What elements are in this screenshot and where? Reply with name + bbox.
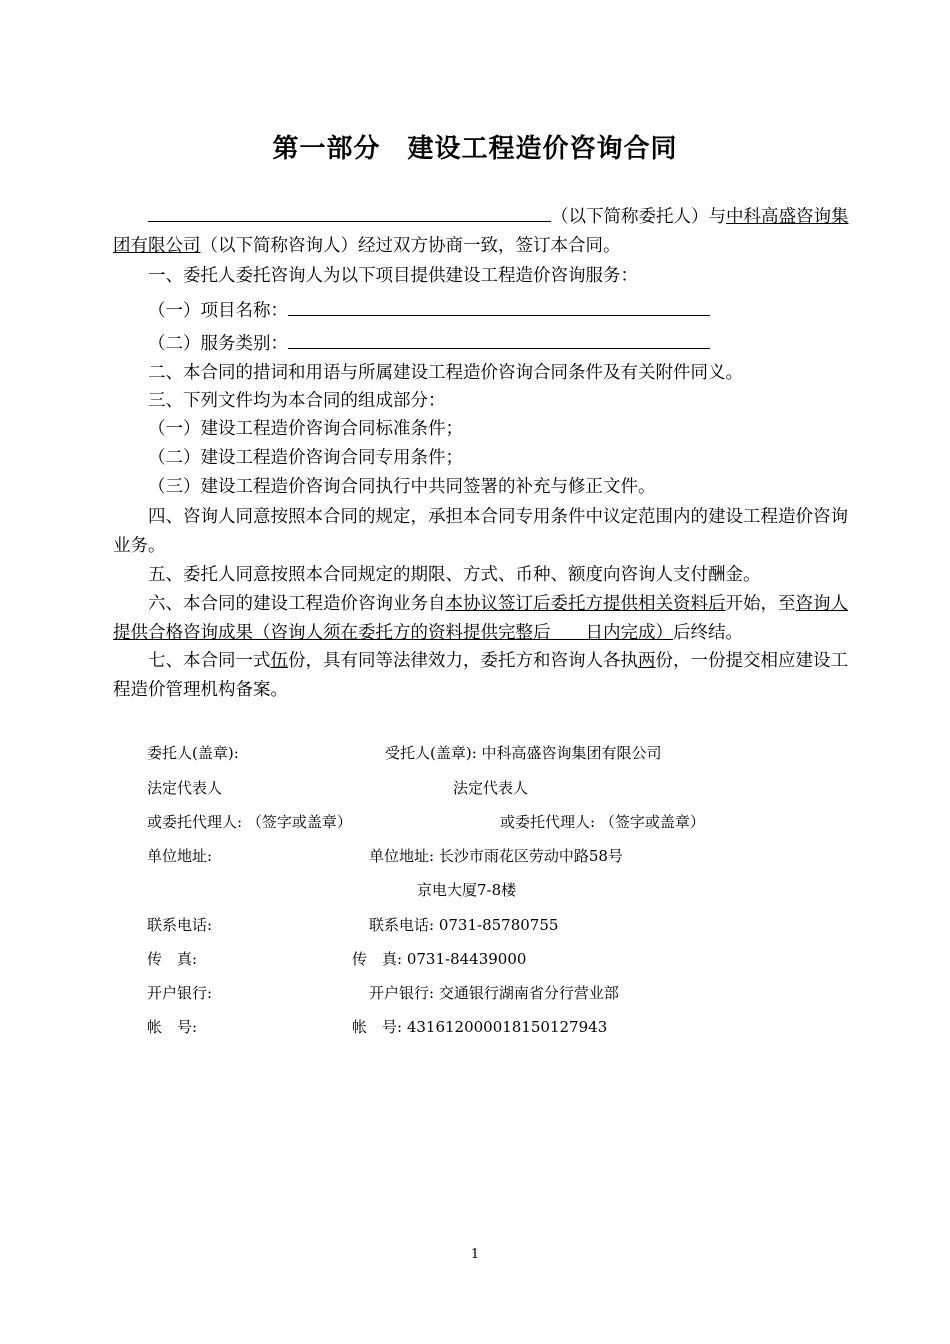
- clause-3-item-3: （三）建设工程造价咨询合同执行中共同签署的补充与修正文件。: [148, 477, 656, 497]
- client-seal-label: 委托人(盖章):: [147, 744, 239, 762]
- client-name-blank: [148, 203, 551, 222]
- client-address-label: 单位地址:: [147, 847, 213, 865]
- clause-1-project-name: （一）项目名称：: [113, 297, 860, 326]
- consultant-agent-label: 或委托代理人: （签字或盖章）: [500, 813, 705, 831]
- consultant-fax: 传 真: 0731-84439000: [352, 950, 527, 968]
- consultant-seal-label: 受托人(盖章): 中科高盛咨询集团有限公司: [385, 744, 662, 762]
- consultant-bank: 开户银行: 交通银行湖南省分行营业部: [369, 984, 619, 1002]
- consultant-name: 中科高盛咨询集团有限公司: [113, 207, 849, 256]
- page-number: 1: [470, 1247, 480, 1262]
- client-phone-label: 联系电话:: [147, 916, 213, 934]
- clause-6: 六、本合同的建设工程造价咨询业务自本协议签订后委托方提供相关资料后开始，至咨询人提供合格咨询成果（咨询人须在委托方的资料提供完整后 日内完成）后终结。: [113, 594, 848, 643]
- clause-7: 七、本合同一式伍份，具有同等法律效力，委托方和咨询人各执两份，一份提交相应建设工程造价管理机构备案。: [113, 651, 848, 700]
- service-type-blank: [288, 330, 710, 349]
- clause-1: 一、委托人委托咨询人为以下项目提供建设工程造价咨询服务：: [148, 266, 638, 286]
- client-bank-label: 开户银行:: [147, 984, 213, 1002]
- intro-paragraph: （以下简称委托人）与中科高盛咨询集团有限公司（以下简称咨询人）经过双方协商一致，签订本合同。: [113, 203, 860, 261]
- consultant-address: 单位地址: 长沙市雨花区劳动中路58号: [369, 847, 623, 865]
- consultant-address-line-2: 京电大厦7-8楼: [417, 881, 517, 899]
- client-agent-label: 或委托代理人: （签字或盖章）: [147, 813, 352, 831]
- clause-3: 三、下列文件均为本合同的组成部分：: [148, 391, 446, 411]
- clause-2: 二、本合同的措词和用语与所属建设工程造价咨询合同条件及有关附件同义。: [148, 363, 743, 383]
- client-account-label: 帐 号:: [147, 1018, 198, 1036]
- client-fax-label: 传 真:: [147, 950, 198, 968]
- clause-3-item-2: （二）建设工程造价咨询合同专用条件；: [148, 448, 463, 468]
- consultant-account: 帐 号: 431612000018150127943: [352, 1018, 608, 1036]
- project-name-blank: [288, 297, 710, 316]
- consultant-representative-label: 法定代表人: [453, 779, 529, 797]
- clause-3-item-1: （一）建设工程造价咨询合同标准条件；: [148, 419, 463, 439]
- clause-1-service-type: （二）服务类别：: [113, 330, 860, 359]
- clause-5: 五、委托人同意按照本合同规定的期限、方式、币种、额度向咨询人支付酬金。: [148, 565, 761, 585]
- page-title: 第一部分 建设工程造价咨询合同: [272, 134, 678, 164]
- consultant-phone: 联系电话: 0731-85780755: [369, 916, 559, 934]
- client-representative-label: 法定代表人: [147, 779, 223, 797]
- clause-4: 四、咨询人同意按照本合同的规定，承担本合同专用条件中议定范围内的建设工程造价咨询业务。: [113, 507, 848, 556]
